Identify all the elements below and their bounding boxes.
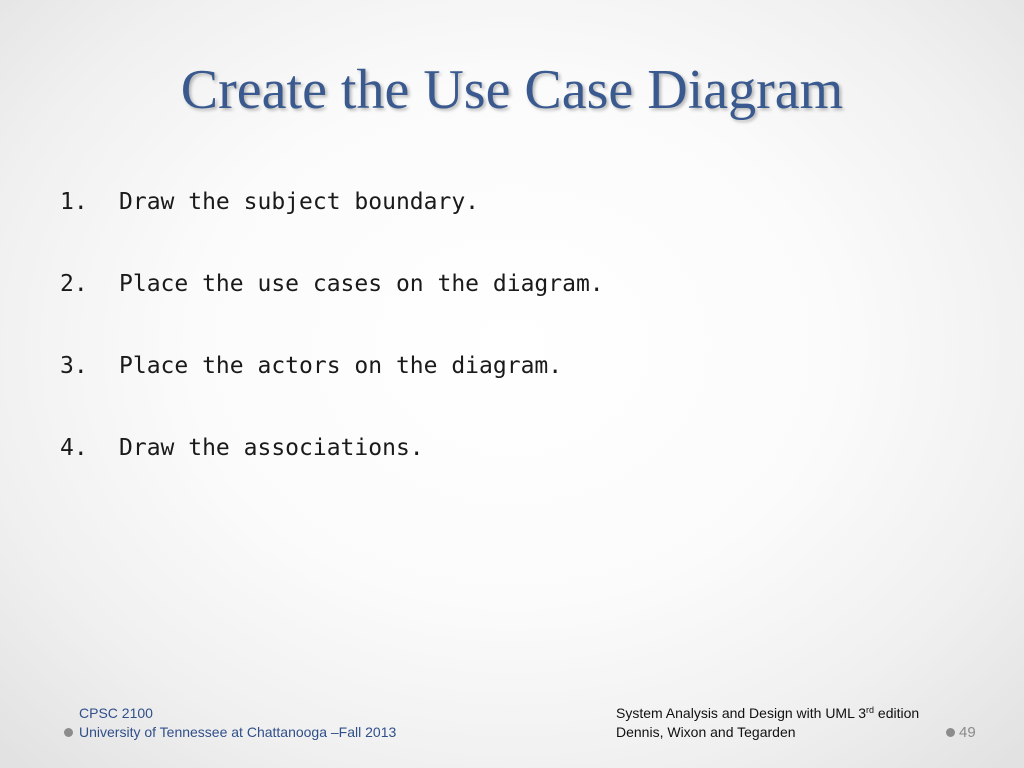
step-text: Place the actors on the diagram. bbox=[119, 353, 563, 379]
footer-institution-line bbox=[64, 723, 396, 742]
list-item bbox=[60, 184, 604, 266]
step-number: 1. bbox=[60, 189, 88, 215]
book-title-prefix: System Analysis and Design with UML 3 bbox=[616, 705, 867, 721]
bullet-dot-icon bbox=[946, 728, 955, 737]
step-number: 4. bbox=[60, 435, 88, 461]
slide-title: Create the Use Case Diagram bbox=[180, 59, 844, 121]
step-number: 2. bbox=[60, 271, 88, 297]
footer-authors: Dennis, Wixon and Tegarden bbox=[616, 724, 796, 740]
footer-institution: University of Tennessee at Chattanooga –Fall 2013 bbox=[79, 724, 397, 740]
footer-left bbox=[64, 704, 396, 742]
edition-superscript: rd bbox=[866, 705, 875, 715]
page-number-group bbox=[946, 724, 976, 741]
step-text: Place the use cases on the diagram. bbox=[119, 271, 604, 297]
footer-book-title bbox=[616, 704, 919, 723]
list-item bbox=[60, 348, 604, 430]
step-number: 3. bbox=[60, 353, 88, 379]
list-item bbox=[60, 430, 604, 512]
steps-list bbox=[60, 184, 604, 512]
step-text: Draw the associations. bbox=[119, 435, 424, 461]
footer-course: CPSC 2100 bbox=[79, 705, 153, 721]
bullet-dot-icon bbox=[64, 728, 73, 737]
page-number: 49 bbox=[959, 724, 976, 741]
footer-right bbox=[616, 704, 919, 742]
list-item bbox=[60, 266, 604, 348]
edition-suffix: edition bbox=[874, 705, 920, 721]
step-text: Draw the subject boundary. bbox=[119, 189, 480, 215]
